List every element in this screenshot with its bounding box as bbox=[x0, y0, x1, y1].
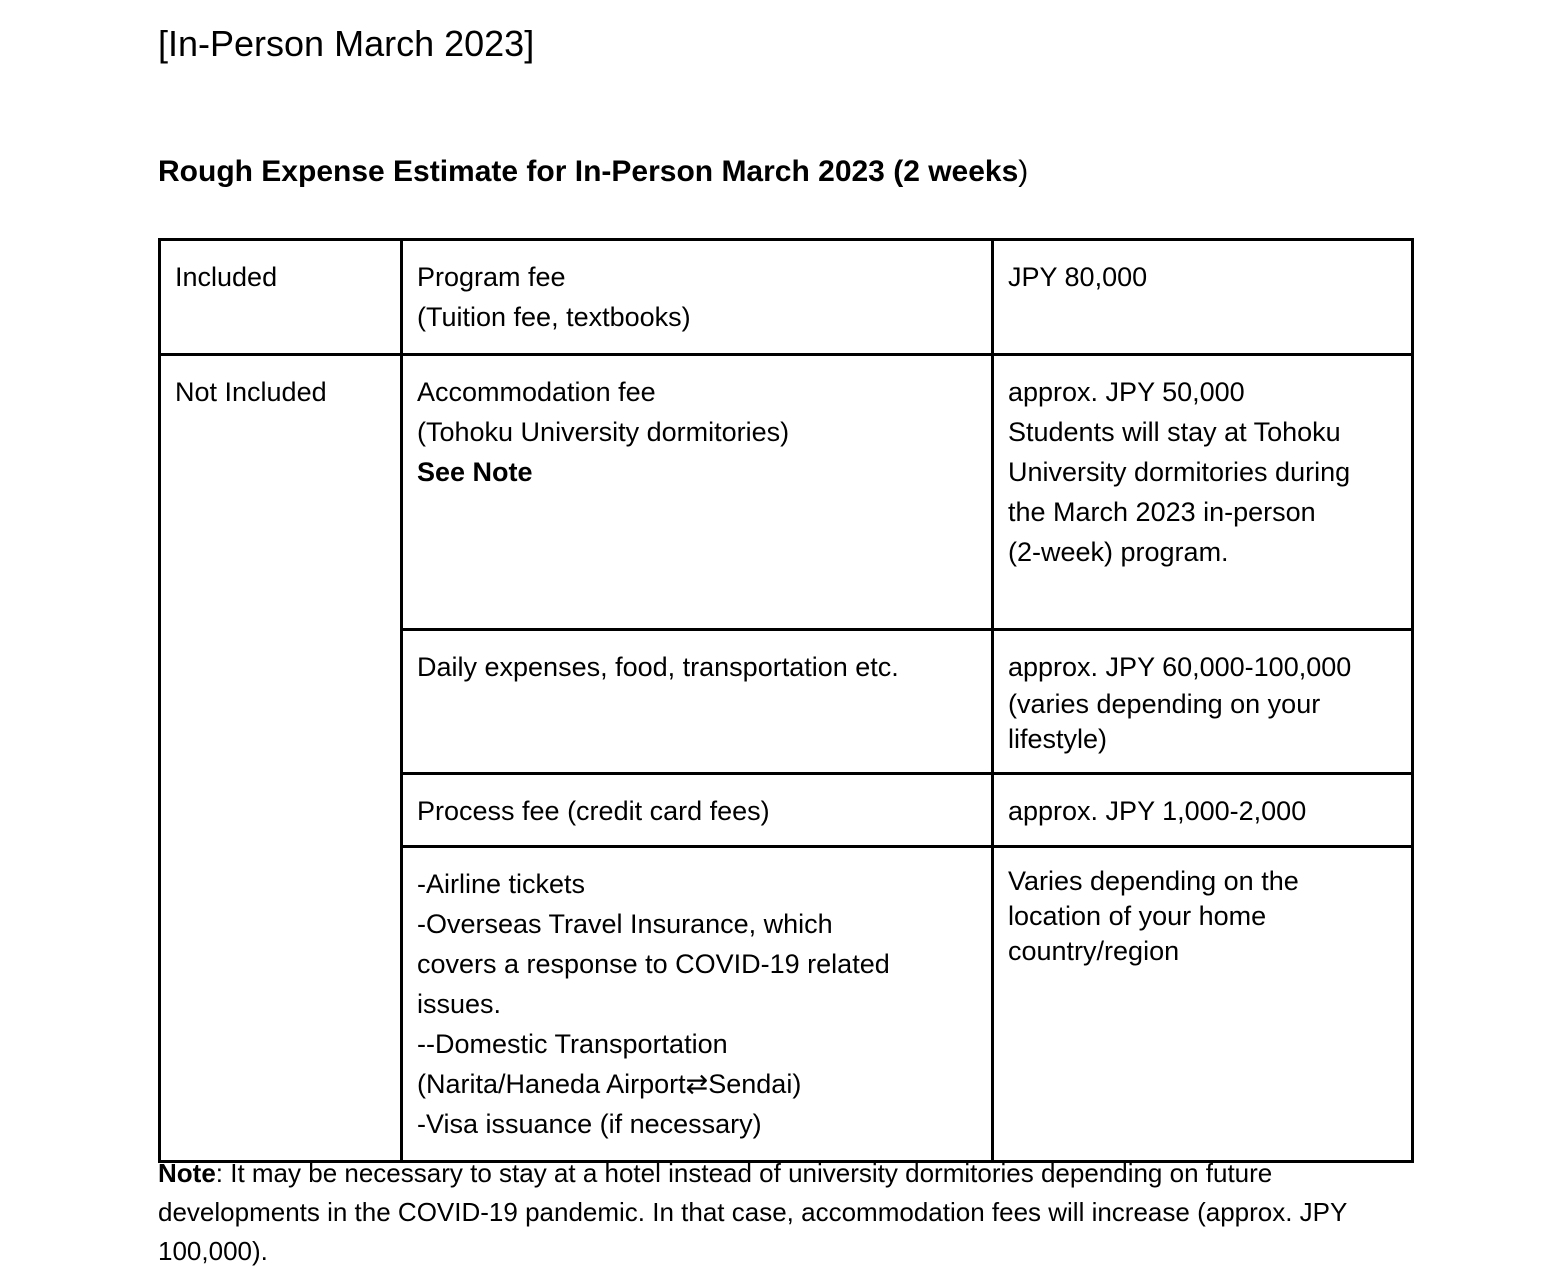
category-cell bbox=[160, 240, 402, 355]
item-line: (Tohoku University dormitories) bbox=[417, 417, 790, 447]
cost-cell bbox=[993, 355, 1413, 630]
cost-line: approx. JPY 1,000-2,000 bbox=[1008, 796, 1307, 826]
see-note-label: See Note bbox=[417, 457, 533, 487]
cost-cell bbox=[993, 847, 1413, 1162]
expense-table bbox=[158, 238, 1414, 1163]
item-line: (Tuition fee, textbooks) bbox=[417, 302, 691, 332]
item-cell bbox=[402, 240, 993, 355]
item-line: --Domestic Transportation bbox=[417, 1029, 728, 1059]
category-cell bbox=[160, 355, 402, 1162]
item-line: Process fee (credit card fees) bbox=[417, 796, 770, 826]
table-row-included bbox=[160, 240, 1413, 355]
cost-cell bbox=[993, 240, 1413, 355]
cost-line: (2-week) program. bbox=[1008, 537, 1229, 567]
category-not-included: Not Included bbox=[175, 377, 327, 407]
section-title-suffix: ) bbox=[1018, 155, 1029, 188]
footnote bbox=[158, 1154, 1398, 1271]
cost-line: Students will stay at Tohoku bbox=[1008, 417, 1341, 447]
item-cell bbox=[402, 630, 993, 774]
cost-line: (varies depending on your bbox=[1008, 689, 1321, 719]
item-cell bbox=[402, 355, 993, 630]
table-row-accommodation bbox=[160, 355, 1413, 630]
item-line: Daily expenses, food, transportation etc. bbox=[417, 652, 899, 682]
cost-line: approx. JPY 60,000-100,000 bbox=[1008, 652, 1352, 682]
cost-cell bbox=[993, 630, 1413, 774]
item-line: Accommodation fee bbox=[417, 377, 656, 407]
section-title bbox=[158, 154, 1028, 190]
page-header: [In-Person March 2023] bbox=[158, 23, 535, 64]
cost-line: the March 2023 in-person bbox=[1008, 497, 1316, 527]
note-text: : It may be necessary to stay at a hotel instead of university dormitories depending on future developments in the COVID-19 pandemic. In that case, accommodation fees will increase (approx. JPY 100,000). bbox=[158, 1158, 1347, 1266]
cost-line: lifestyle) bbox=[1008, 724, 1108, 754]
item-cell bbox=[402, 774, 993, 847]
cost-line: JPY 80,000 bbox=[1008, 262, 1148, 292]
item-cell bbox=[402, 847, 993, 1162]
cost-line: approx. JPY 50,000 bbox=[1008, 377, 1245, 407]
item-line: -Airline tickets bbox=[417, 869, 586, 899]
item-line: -Overseas Travel Insurance, which bbox=[417, 909, 833, 939]
cost-line: country/region bbox=[1008, 936, 1180, 966]
section-title-bold: Rough Expense Estimate for In-Person March 2023 (2 weeks bbox=[158, 155, 1019, 188]
note-label: Note bbox=[158, 1158, 216, 1188]
cost-line: Varies depending on the bbox=[1008, 866, 1299, 896]
item-line: covers a response to COVID-19 related bbox=[417, 949, 890, 979]
item-line: Program fee bbox=[417, 262, 566, 292]
category-included: Included bbox=[175, 262, 278, 292]
cost-line: location of your home bbox=[1008, 901, 1267, 931]
item-line: issues. bbox=[417, 989, 502, 1019]
item-line: (Narita/Haneda Airport⇄Sendai) bbox=[417, 1069, 802, 1099]
item-line: -Visa issuance (if necessary) bbox=[417, 1109, 762, 1139]
cost-line: University dormitories during bbox=[1008, 457, 1351, 487]
cost-cell bbox=[993, 774, 1413, 847]
